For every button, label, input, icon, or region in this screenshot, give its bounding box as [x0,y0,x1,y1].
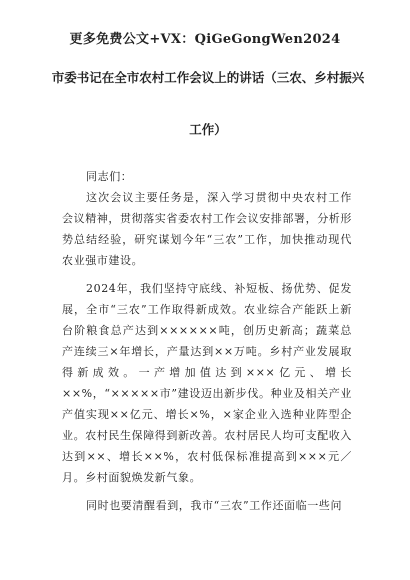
paragraph-1: 这次会议主要任务是，深入学习贯彻中央农村工作会议精神，贯彻落实省委农村工作会议安排部署，分析形势总结经验，研究谋划今年“三农”工作，加快推动现代农业强市建设。 [62,191,352,267]
document-body [62,166,352,523]
document-title-line-1: 市委书记在全市农村工作会议上的讲话（三农、乡村振兴 [51,70,365,85]
paragraph-3: 同时也要清醒看到，我市“三农”工作还面临一些问 [86,499,343,512]
paragraph-2: 2024年，我们坚持守底线、补短板、扬优势、促发展，全市“三农”工作取得新成效。农业综合产能跃上新台阶粮食总产达到××××××吨，创历史新高；蔬菜总产连续三×年增长，产量达到××万吨。乡村产业发展取得新成效。一产增加值达到×××亿元、增长××%，“×××××市”建设迈出新步伐。种业及相关产业产值实现××亿元、增长×%，×家企业入选种业阵型企业。农村民生保障得到新改善。农村居民人均可支配收入达到××、增长××%，农村低保标准提高到×××元／月。乡村面貌焕发新气象。 [62,282,352,484]
greeting: 同志们： [86,170,133,183]
page-header: 更多免费公文+VX：QiGeGongWen2024 [69,32,341,47]
document-title-line-2: 工作） [189,122,227,137]
